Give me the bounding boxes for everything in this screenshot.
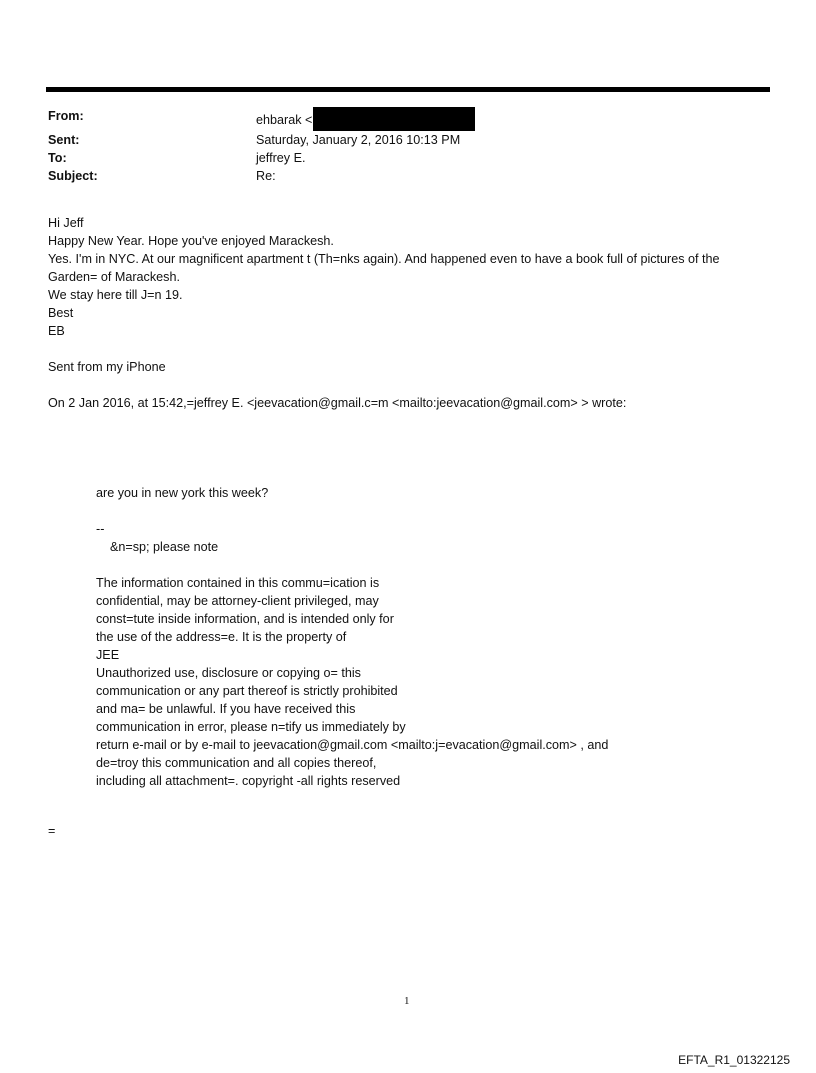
body-line: Best [48,306,74,320]
body-line: Happy New Year. Hope you've enjoyed Marackesh. [48,234,334,248]
trailing-equals: = [48,824,56,838]
disclaimer-line: Unauthorized use, disclosure or copying o= this [96,666,361,680]
quoted-dash: -- [96,522,105,536]
disclaimer-line: communication or any part thereof is strictly prohibited [96,684,398,698]
please-note: &n=sp; please note [110,540,219,554]
disclaimer-line: confidential, may be attorney-client privileged, may [96,594,379,608]
header-rule [46,87,770,92]
disclaimer-line: communication in error, please n=tify us immediately by [96,720,406,734]
disclaimer-line: de=troy this communication and all copies thereof, [96,756,377,770]
body-line: Garden= of Marackesh. [48,270,180,284]
disclaimer-line: including all attachment=. copyright -all rights reserved [96,774,401,788]
from-label: From: [48,109,84,123]
sent-from-signature: Sent from my iPhone [48,360,166,374]
sent-row [48,131,475,149]
sent-label: Sent: [48,133,80,147]
email-body [48,214,778,412]
body-line: Yes. I'm in NYC. At our magnificent apartment t (Th=nks again). And happened even to have a book full of pictures of the [48,252,720,266]
subject-value: Re: [256,169,276,183]
disclaimer-line: const=tute inside information, and is intended only for [96,612,394,626]
quoted-message [96,484,736,790]
disclaimer-line: The information contained in this commu=ication is [96,576,380,590]
disclaimer-line: return e-mail or by e-mail to jeevacation@gmail.com <mailto:j=evacation@gmail.com> , and [96,738,609,752]
sent-value: Saturday, January 2, 2016 10:13 PM [256,133,461,147]
body-line: We stay here till J=n 19. [48,288,183,302]
to-label: To: [48,151,67,165]
from-name: ehbarak < [256,113,313,127]
subject-label: Subject: [48,169,98,183]
from-row [48,107,475,131]
body-line: Hi Jeff [48,216,84,230]
quoted-question: are you in new york this week? [96,486,269,500]
wrote-line: On 2 Jan 2016, at 15:42,=jeffrey E. <jeevacation@gmail.c=m <mailto:jeevacation@gmail.com> > wrote: [48,396,627,410]
document-id-footer: EFTA_R1_01322125 [678,1053,790,1067]
redaction-box [313,107,475,131]
to-value: jeffrey E. [256,151,306,165]
body-line: EB [48,324,65,338]
disclaimer-line: JEE [96,648,120,662]
from-value [256,107,475,131]
to-row [48,149,475,167]
subject-row [48,167,475,185]
disclaimer-line: the use of the address=e. It is the property of [96,630,347,644]
disclaimer-line: and ma= be unlawful. If you have received this [96,702,356,716]
page-number: 1 [404,995,410,1007]
email-header [48,107,475,185]
